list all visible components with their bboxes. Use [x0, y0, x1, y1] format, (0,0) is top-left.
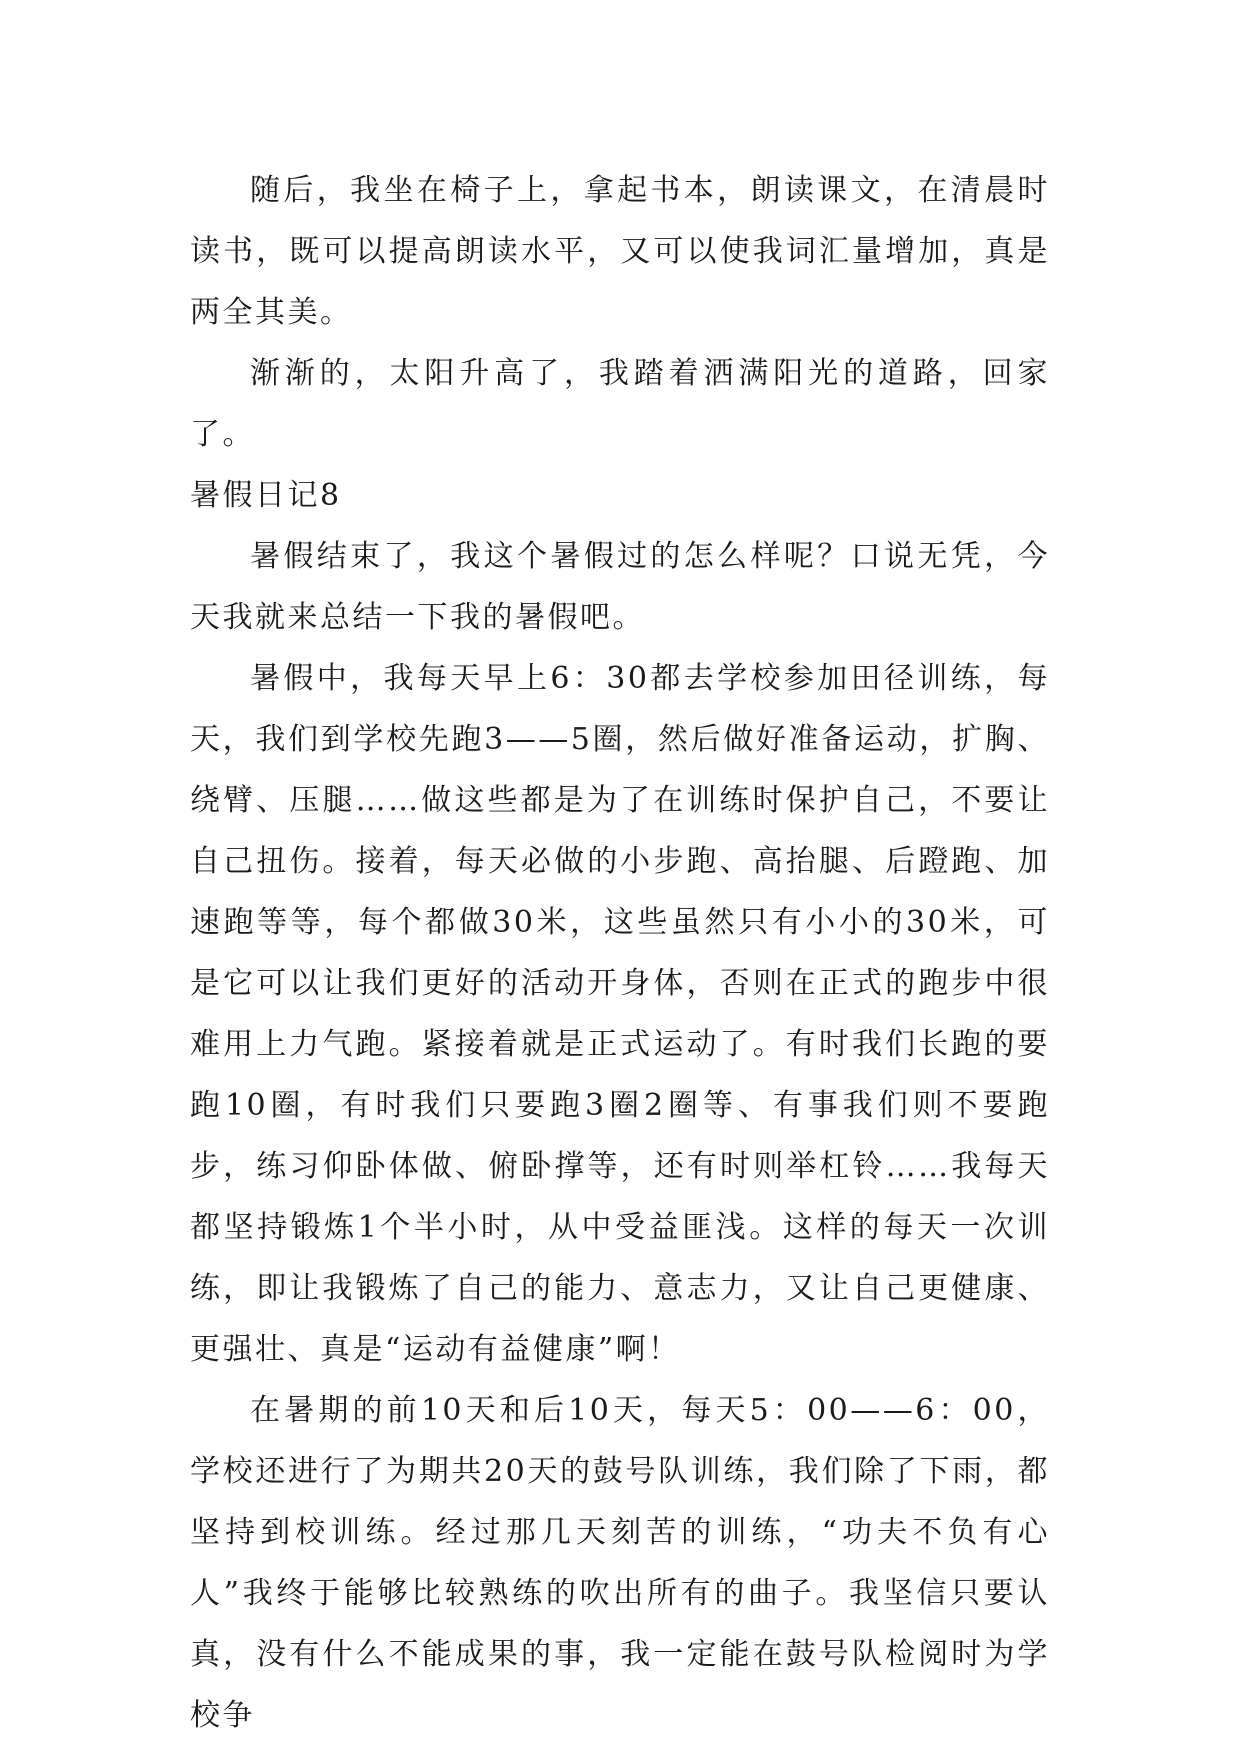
- diary-heading: 暑假日记8: [190, 478, 342, 513]
- paragraph-morning-reading: 随后，我坐在椅子上，拿起书本，朗读课文，在清晨时读书，既可以提高朗读水平，又可以使我词汇量增加，真是两全其美。: [190, 173, 1050, 330]
- document-body: [190, 160, 1050, 1746]
- paragraph-summer-summary: 暑假结束了，我这个暑假过的怎么样呢？口说无凭，今天我就来总结一下我的暑假吧。: [190, 539, 1050, 635]
- paragraph-track-training: 暑假中，我每天早上6：30都去学校参加田径训练，每天，我们到学校先跑3——5圈，然后做好准备运动，扩胸、绕臂、压腿……做这些都是为了在训练时保护自己，不要让自己扭伤。接着，每天必做的小步跑、高抬腿、后蹬跑、加速跑等等，每个都做30米，这些虽然只有小小的30米，可是它可以让我们更好的活动开身体，否则在正式的跑步中很难用上力气跑。紧接着就是正式运动了。有时我们长跑的要跑10圈，有时我们只要跑3圈2圈等、有事我们则不要跑步，练习仰卧体做、俯卧撑等，还有时则举杠铃……我每天都坚持锻炼1个半小时，从中受益匪浅。这样的每天一次训练，即让我锻炼了自己的能力、意志力，又让自己更健康、更强壮、真是“运动有益健康”啊！: [190, 661, 1050, 1367]
- paragraph-drum-band-training: 在暑期的前10天和后10天，每天5：00——6：00，学校还进行了为期共20天的鼓号队训练，我们除了下雨，都坚持到校训练。经过那几天刻苦的训练，“功夫不负有心人”我终于能够比较熟练的吹出所有的曲子。我坚信只要认真，没有什么不能成果的事，我一定能在鼓号队检阅时为学校争: [190, 1393, 1050, 1733]
- paragraph-going-home: 渐渐的，太阳升高了，我踏着洒满阳光的道路，回家了。: [190, 356, 1050, 452]
